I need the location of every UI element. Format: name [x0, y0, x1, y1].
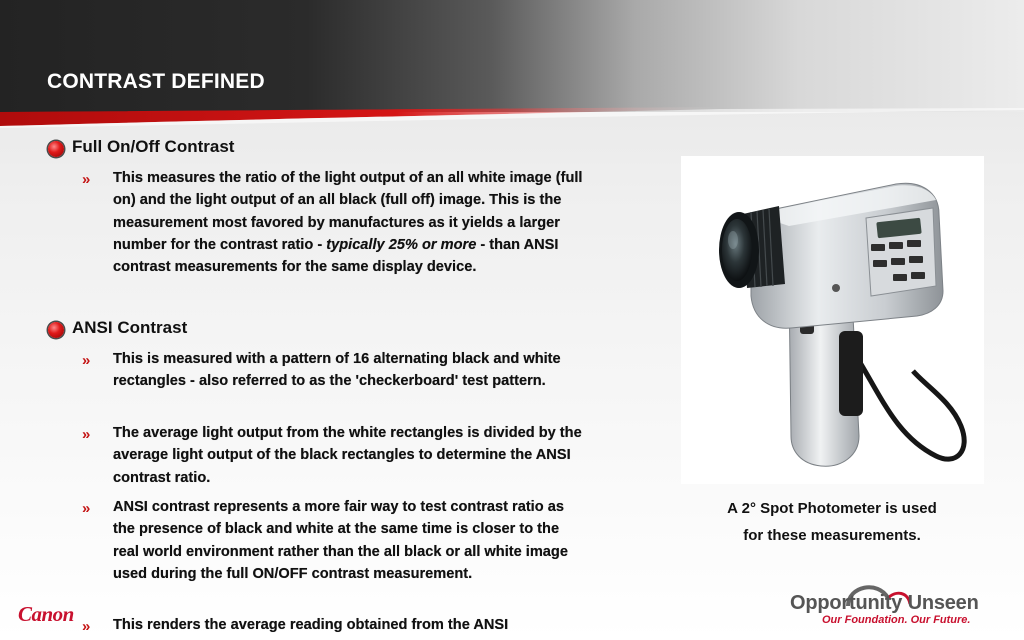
- slide-title: CONTRAST DEFINED: [47, 70, 265, 93]
- spot-photometer-illustration: [681, 156, 984, 484]
- double-chevron-icon: »: [82, 618, 88, 635]
- photometer-image: [681, 156, 984, 484]
- red-swoosh-divider: [0, 104, 1024, 130]
- opportunity-unseen-logo: [786, 576, 996, 632]
- bullet-text: This measures the ratio of the light output of an all white image (full on) and the light output of an all black (full off) image. This is the measurement most favored by manufactures as it yields a larger number for the contrast ratio - typically 25% or more - than ANSI contrast measurements for the same display device.: [113, 170, 583, 276]
- double-chevron-icon: »: [82, 426, 88, 443]
- bullet-text: ANSI contrast represents a more fair way to test contrast ratio as the presence of black and white at the same time is closer to the real world environment rather than the all black or all white image used during the full ON/OFF contrast measurement.: [113, 499, 568, 582]
- double-chevron-icon: »: [82, 500, 88, 517]
- section-heading-full-onoff: Full On/Off Contrast: [72, 137, 235, 156]
- double-chevron-icon: »: [82, 352, 88, 369]
- canon-logo: Canon: [18, 602, 74, 626]
- bullet-text: The average light output from the white rectangles is divided by the average light output of the black rectangles to determine the ANSI contrast ratio.: [113, 425, 582, 486]
- red-dot-icon: [48, 322, 64, 338]
- bullet-text: This is measured with a pattern of 16 alternating black and white rectangles - also referred to as the 'checkerboard' test pattern.: [113, 351, 561, 390]
- bullet-text: This renders the average reading obtained from the ANSI: [113, 617, 509, 633]
- logo-main-text: Opportunity Unseen: [790, 592, 979, 614]
- header-band: [0, 0, 1024, 112]
- double-chevron-icon: »: [82, 171, 88, 188]
- red-dot-icon: [48, 141, 64, 157]
- emphasis-text: typically 25% or more: [326, 236, 477, 253]
- logo-tagline: Our Foundation. Our Future.: [822, 614, 971, 626]
- section-heading-ansi: ANSI Contrast: [72, 318, 188, 337]
- image-caption: A 2° Spot Photometer is used for these measurements.: [727, 500, 937, 544]
